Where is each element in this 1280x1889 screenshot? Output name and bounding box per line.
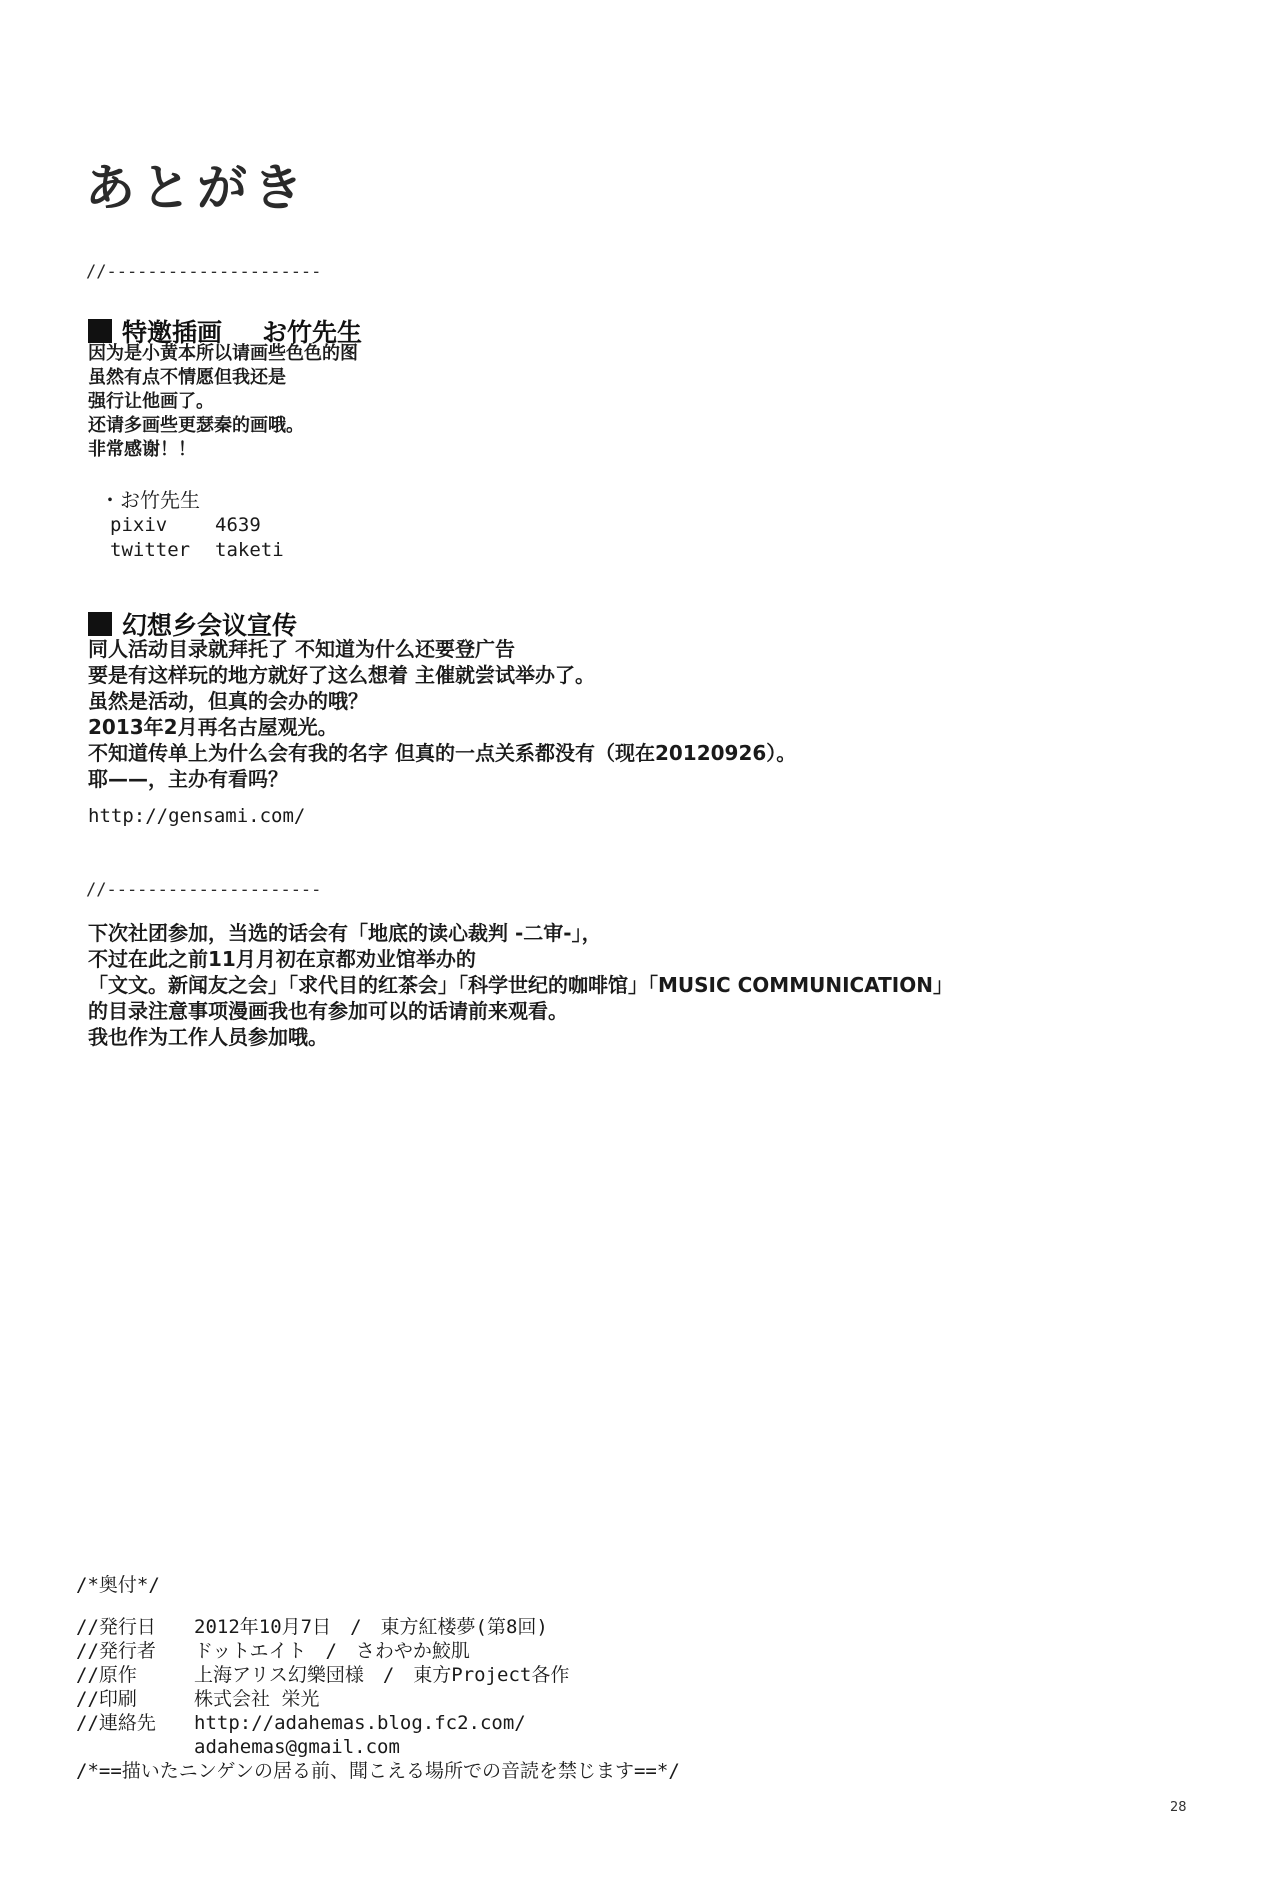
heading-artist-name: お竹先生 [262,318,363,347]
colophon-key: //発行者 [76,1640,156,1662]
text-line: 同人活动目录就拜托了 不知道为什么还要登广告 [88,637,515,661]
next-event-text [88,920,953,1050]
credit-value: taketi [215,539,284,561]
credit-value: 4639 [215,514,261,536]
credit-key: twitter [110,539,191,561]
text-line: 我也作为工作人员参加哦。 [88,1025,328,1049]
text-line: 虽然有点不情愿但我还是 [88,367,286,388]
colophon-key: //印刷 [76,1688,137,1710]
colophon-key: //原作 [76,1664,137,1686]
event-promo-text [88,636,796,792]
colophon-value: 株式会社 栄光 [194,1688,320,1710]
black-square-icon [88,612,112,636]
text-line: 因为是小黄本所以请画些色色的图 [88,343,358,364]
colophon-row [76,1711,680,1735]
text-line: 2013年2月再名古屋观光。 [88,715,338,739]
heading-label: 幻想乡会议宣传 [122,611,298,640]
colophon-value: 2012年10月7日 / 東方紅楼夢(第8回) [194,1616,548,1638]
guest-illustrator-text [88,342,358,462]
credit-row-pixiv [100,513,284,538]
colophon-header: /*奥付*/ [76,1574,160,1596]
text-line: 还请多画些更瑟秦的画哦。 [88,415,304,436]
artist-credits [100,487,284,563]
page-title: あとがき [85,158,309,217]
credit-name: ・お竹先生 [100,488,200,512]
page-number: 28 [1170,1800,1187,1815]
colophon-row [76,1639,680,1663]
text-line: 耶——，主办有看吗？ [88,767,288,791]
text-line: 的目录注意事项漫画我也有参加可以的话请前来观看。 [88,999,568,1023]
text-line: 「文文。新闻友之会」「求代目的红茶会」「科学世纪的咖啡馆」「MUSIC COMMUNICATION」 [88,973,953,997]
text-line: 非常感谢！！ [88,439,196,460]
colophon-row [76,1663,680,1687]
text-line: 下次社团参加，当选的话会有「地底的读心裁判 -二审-」， [88,921,602,945]
colophon-key: //連絡先 [76,1712,156,1734]
credit-key: pixiv [110,514,168,536]
colophon-footer: /*==描いたニンゲンの居る前、聞こえる場所での音読を禁じます==*/ [76,1760,680,1782]
colophon-key [76,1735,194,1759]
black-square-icon [88,319,112,343]
separator-top: //--------------------- [86,262,322,282]
text-line: 不过在此之前11月月初在京都劝业馆举办的 [88,947,476,971]
contact-url: http://adahemas.blog.fc2.com/ [194,1712,526,1734]
heading-label: 特邀插画 [122,318,223,347]
credit-row-twitter [100,538,284,563]
colophon-value: 上海アリス幻樂団様 / 東方Project各作 [194,1664,570,1686]
colophon-value: ドットエイト / さわやか鮫肌 [194,1640,470,1662]
contact-email: adahemas@gmail.com [194,1736,400,1758]
colophon-row [76,1615,680,1639]
colophon-key: //発行日 [76,1616,156,1638]
colophon [76,1573,680,1783]
text-line: 要是有这样玩的地方就好了这么想着 主催就尝试举办了。 [88,663,595,687]
colophon-row [76,1735,680,1759]
colophon-row [76,1687,680,1711]
event-url: http://gensami.com/ [88,805,306,827]
text-line: 强行让他画了。 [88,391,214,412]
text-line: 虽然是活动，但真的会办的哦？ [88,689,368,713]
separator-middle: //--------------------- [86,880,322,900]
text-line: 不知道传单上为什么会有我的名字 但真的一点关系都没有（现在20120926）。 [88,741,797,765]
